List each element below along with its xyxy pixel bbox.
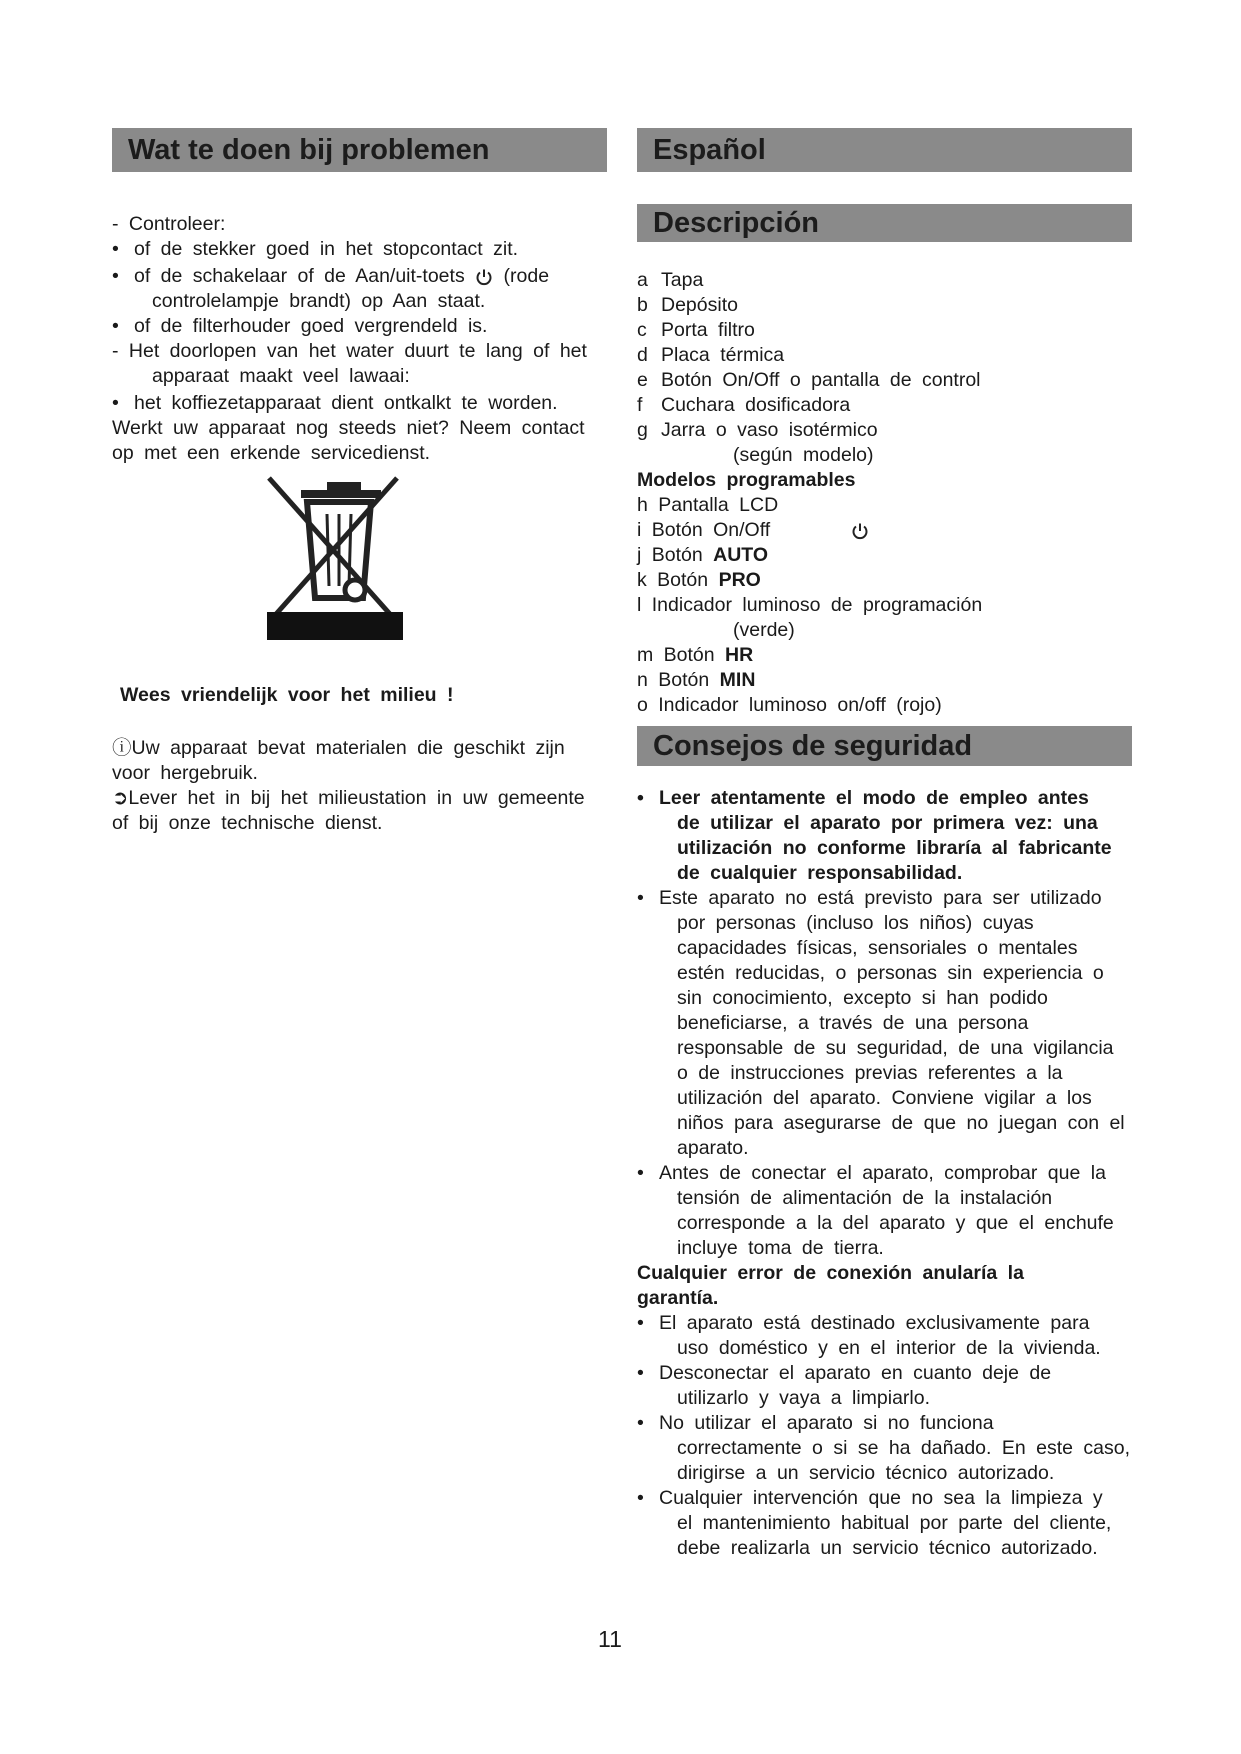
power-icon [475,268,493,286]
warranty-note: Cualquier error de conexión anularía la [637,1262,1024,1284]
service-note: Werkt uw apparaat nog steeds niet? Neem contact [112,417,585,439]
model-note: (según modelo) [733,444,874,466]
safety-item: • No utilizar el aparato si no funciona correctamente o si se ha dañado. En este caso, dirigirse a un servicio técnico autorizado. [637,1412,1130,1484]
list-item: b Depósito [637,294,738,316]
safety-item: • Este aparato no está previsto para ser utilizado por personas (incluso los niños) cuyas capacidades físicas, sensoriales o mentales estén reducidas, o personas sin experiencia o sin conocimiento, excepto si han podido beneficiarse, a través de una persona responsable de su seguridad, de una vigilancia o de instrucciones previas referentes a la utilización del aparato. Conviene vigilar a los niños para asegurarse de que no juegan con el aparato. [637,887,1125,1159]
crossed-bin-icon [265,472,405,642]
check-intro: - Controleer: [112,213,226,235]
arrow-icon: ➲ [112,787,129,809]
check-item: • of de schakelaar of de Aan/uit-toets (rode [112,265,550,287]
troubleshooting-text: - Controleer: • of de stekker goed in het stopcontact zit. • of de schakelaar of de Aan/uit-toets (rode controlelampje brandt) op Aan staat. • of de filterhouder goed vergrendeld is. - Het doorlopen van het water duurt te lang of het apparaat maakt veel lawaai: • het koffiezetapparaat dient ontkalkt te worden. Werkt uw apparaat nog steeds niet? Neem contact op met een erkende servicedienst. [112,212,632,466]
list-item: f Cuchara dosificadora [637,394,851,416]
list-item: d Placa térmica [637,344,785,366]
right-column [637,128,1205,1561]
environment-heading: Wees vriendelijk voor het milieu ! [120,684,454,706]
info-icon: ⓘ [112,737,132,759]
list-item: g Jarra o vaso isotérmico [637,419,878,441]
parts-list: a Tapa b Depósito c Porta filtro d Placa térmica e Botón On/Off o pantalla de control f Cuchara dosificadora g Jarra o vaso isotérmico (según modelo) Modelos programables h Pantalla LCD i Botón On/Off j Botón AUTO k Botón PRO l Indicador luminoso de programación (verde) m Botón HR n Botón MIN o Indicador luminoso on/off (rojo) [637,268,1205,718]
section-title-language: Español [637,128,1132,172]
environment-text: ⓘUw apparaat bevat materialen die geschikt zijn voor hergebruik. ➲Lever het in bij het milieustation in uw gemeente of bij onze technische dienst. [112,737,585,834]
safety-item: • Cualquier intervención que no sea la limpieza y el mantenimiento habitual por parte del cliente, debe realizarla un servicio técnico autorizado. [637,1487,1112,1559]
safety-list: • Leer atentamente el modo de empleo antes de utilizar el aparato por primera vez: una utilización no conforme libraría al fabricante de cualquier responsabilidad. • Este aparato no está previsto para ser utilizado por personas (incluso los niños) cuyas capacidades físicas, sensoriales o mentales estén reducidas, o personas sin experiencia o sin conocimiento, excepto si han podido beneficiarse, a través de una persona responsable de su seguridad, de una vigilancia o de instrucciones previas referentes a la utilización del aparato. Conviene vigilar a los niños para asegurarse de que no juegan con el aparato. • Antes de conectar el aparato, comprobar que la tensión de alimentación de la instalación corresponde a la del aparato y que el enchufe incluye toma de tierra. Cualquier error de conexión anularía la garantía. • El aparato está destinado exclusivamente para uso doméstico y en el interior de la vivienda. • Desconectar el aparato en cuanto deje de utilizarlo y vaya a limpiarlo. • No utilizar el aparato si no funciona correctamente o si se ha dañado. En este caso, dirigirse a un servicio técnico autorizado. • Cualquier intervención que no sea la limpieza y el mantenimiento habitual por parte del cliente, debe realizarla un servicio técnico autorizado. [637,786,1205,1561]
list-item: e Botón On/Off o pantalla de control [637,369,981,391]
safety-item: • Leer atentamente el modo de empleo antes de utilizar el aparato por primera vez: una utilización no conforme libraría al fabricante de cualquier responsabilidad. [637,787,1112,884]
section-title-problems: Wat te doen bij problemen [112,128,607,172]
safety-item: • Antes de conectar el aparato, comprobar que la tensión de alimentación de la instalación corresponde a la del aparato y que el enchufe incluye toma de tierra. [637,1162,1114,1259]
water-problem: - Het doorlopen van het water duurt te lang of het [112,340,587,362]
list-item: c Porta filtro [637,319,755,341]
section-title-description: Descripción [637,204,1132,242]
list-item: a Tapa [637,269,704,291]
check-item: • of de stekker goed in het stopcontact zit. [112,238,519,260]
check-item: • of de filterhouder goed vergrendeld is. [112,315,488,337]
power-icon [851,522,869,540]
programmable-heading: Modelos programables [637,469,856,491]
page-number: 11 [598,1626,622,1652]
safety-item: • Desconectar el aparato en cuanto deje de utilizarlo y vaya a limpiarlo. [637,1362,1052,1409]
safety-item: • El aparato está destinado exclusivamente para uso doméstico y en el interior de la vivienda. [637,1312,1101,1359]
section-title-safety: Consejos de seguridad [637,726,1132,766]
descale-item: • het koffiezetapparaat dient ontkalkt te worden. [112,392,558,414]
left-column [112,128,632,466]
